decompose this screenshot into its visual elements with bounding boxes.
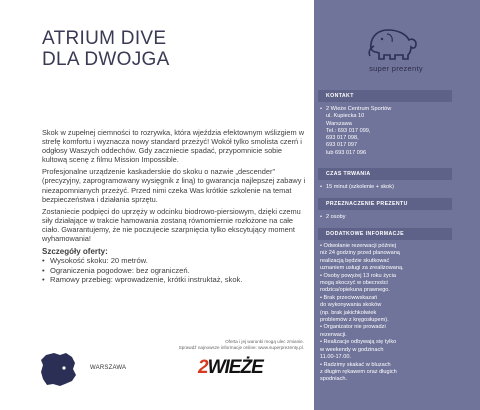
poland-map-icon (38, 351, 78, 388)
contact-line: ul. Kupiecka 10 (326, 113, 365, 120)
offer-item: • Wysokość skoku: 20 metrów. (42, 256, 307, 266)
partner-logo-number: 2 (198, 357, 208, 378)
extra-info-line: z długim rękawem oraz długich (320, 368, 397, 375)
recipients-section (320, 214, 442, 221)
description-paragraph-1: Skok w zupełnej ciemności to rozrywka, która wjeździa efektownym wślizgiem w strefę komfortu i wyznacza nowy standard przeżyć! Wokół tylko smolista czerń i odgłosy Waszych oddechów. Gdy zaczniecie spadać, przypomnicie sobie kultową scenę z filmu Mission Impossible. (42, 128, 305, 165)
duration-value: 15 minut (szkolenie + skok) (326, 184, 394, 190)
offer-item: • Ramowy przebieg: wprowadzenie, krótki instruktaż, skok. (42, 275, 307, 285)
extra-info-line: problemów z kręgosłupem). (320, 317, 389, 324)
offer-details-list (42, 256, 307, 285)
extra-info-line: 11.00-17.00. (320, 354, 351, 361)
duration-heading: CZAS TRWANIA (318, 168, 452, 180)
description-paragraph-2: Profesjonalne urządzenie kaskaderskie do skoku o nazwie „descender” (precyzyjny, zaprogramowany wysięgnik z liną) to gwarancja najlepszej zabawy i niezapomnianych przeżyć. Przed nimi czeka Was krótkie szkolenie na temat bezpieczeństwa i działania sprzętu. (42, 167, 306, 204)
extra-info-line: • Radzimy skakać w bluzach (320, 361, 391, 368)
page-title (42, 28, 170, 70)
title-line-2: DLA DWOJGA (42, 49, 170, 70)
terms-note-line-1: Oferta i jej warunki mogą ulec zmianie. (225, 339, 304, 344)
extra-info-line: realizacją będzie skutkować (320, 257, 390, 264)
contact-line: Warszawa (326, 120, 352, 127)
duration-section (320, 184, 442, 191)
recipients-heading: PRZEZNACZENIE PREZENTU (318, 198, 452, 210)
terms-note-line-2: Sprawdź najnowsze informacje online: www.superprezenty.pl. (178, 345, 304, 350)
partner-logo-text: WIEŻE (207, 357, 263, 378)
extra-info-line: • Odwołanie rezerwacji później (320, 243, 396, 249)
bullet-icon: • (320, 106, 322, 112)
contact-line: 693 017 097 (326, 142, 358, 149)
contact-line: 2 Wieże Centrum Sportów (326, 106, 392, 112)
contact-line: Tel.: 693 017 099, (326, 127, 371, 134)
recipients-value: 2 osoby (326, 214, 346, 220)
extra-info-line: do wykonywania skoków (320, 302, 382, 309)
city-label: WARSZAWA (90, 365, 127, 371)
extra-info-line: rodzica/opiekuna prawnego. (320, 287, 390, 294)
contact-line: lub 693 017 096 (326, 149, 367, 156)
extra-info-line: uznaniem usługi za zrealizowaną. (320, 265, 404, 272)
description-paragraph-3: Zostaniecie podpięci do uprzęży w odcinku biodrowo-piersiowym, dzięki czemu siły działające w trakcie hamowania zostaną równomiernie rozłożone na całe ciało. Gwarantujemy, że nie poczujecie szarpnięcia tylko ekscytujący moment wyhamowania! (42, 206, 301, 244)
extra-info-line: niż 24 godziny przed planowaną (320, 250, 400, 257)
extra-info-line: mogą skoczyć w obecności (320, 280, 388, 287)
description (42, 128, 307, 285)
extra-info-heading: DODATKOWE INFORMACJE (318, 228, 452, 240)
extra-info-line: rezerwacji. (320, 331, 347, 338)
title-line-1: ATRIUM DIVE (42, 28, 167, 49)
extra-info-line: • Brak przeciwwskazań (320, 294, 378, 301)
extra-info-line: w weekendy w godzinach (320, 346, 384, 353)
contact-heading: KONTAKT (318, 90, 452, 102)
contact-line: 693 017 098, (326, 135, 359, 142)
extra-info-line: spodniach. (320, 376, 348, 383)
extra-info-line: • Organizator nie prowadzi (320, 324, 386, 331)
contact-section (320, 106, 442, 157)
elephant-logo-icon (362, 22, 422, 62)
offer-details-heading: Szczegóły oferty: (42, 247, 108, 257)
extra-info-line: • Realizacje odbywają się tylko (320, 339, 397, 346)
bullet-icon: • (320, 184, 322, 190)
terms-note (90, 339, 304, 351)
bullet-icon: • (320, 214, 322, 220)
extra-info-section (320, 243, 442, 384)
partner-logo (198, 357, 263, 379)
extra-info-line: • Osoby powyżej 13 roku życia (320, 272, 396, 279)
brand-name: super prezenty (369, 64, 423, 73)
extra-info-line: (np. brak jakichkolwiek (320, 309, 377, 316)
offer-item: • Ograniczenia pogodowe: bez ograniczeń. (42, 266, 307, 276)
